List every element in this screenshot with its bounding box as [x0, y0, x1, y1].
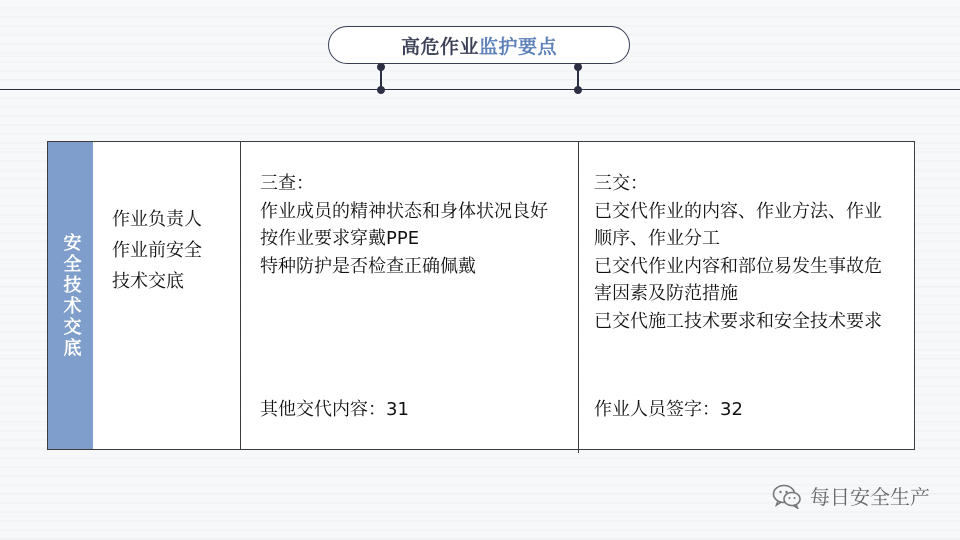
col3-heading: 三交：	[594, 173, 648, 194]
connector-dot	[574, 86, 582, 94]
col2-heading: 三查：	[260, 173, 314, 194]
side-label-bar	[48, 142, 93, 449]
col3-line: 已交代作业的内容、作业方法、作业	[594, 200, 882, 222]
col3-footer: 作业人员签字：32	[594, 399, 743, 420]
column-2-text	[260, 170, 548, 280]
col3-line: 害因素及防范措施	[594, 283, 738, 304]
col1-line: 作业前安全	[112, 240, 202, 261]
connector-dot	[574, 63, 582, 71]
connector-dot	[377, 63, 385, 71]
wechat-icon	[772, 483, 802, 509]
column-divider	[240, 141, 241, 450]
column-3-text	[594, 170, 882, 335]
title-part-2: 监护要点	[479, 35, 558, 58]
title-part-1: 高危作业	[400, 35, 479, 58]
col2-line: 按作业要求穿戴PPE	[260, 228, 420, 249]
col3-line: 已交代施工技术要求和安全技术要求	[594, 310, 882, 332]
side-label: 安全技术交底	[60, 232, 82, 359]
col3-line: 顺序、作业分工	[594, 228, 720, 249]
watermark	[772, 481, 930, 510]
header-divider	[0, 89, 960, 90]
page-title	[328, 26, 630, 64]
watermark-text: 每日安全生产	[810, 485, 930, 509]
column-1-text	[112, 204, 202, 297]
col2-line: 作业成员的精神状态和身体状况良好	[260, 200, 548, 222]
column-divider	[578, 141, 579, 453]
col2-footer: 其他交代内容：31	[260, 399, 409, 420]
col2-line: 特种防护是否检查正确佩戴	[260, 255, 476, 277]
col1-line: 作业负责人	[112, 209, 202, 230]
connector-dot	[377, 86, 385, 94]
col3-line: 已交代作业内容和部位易发生事故危	[594, 255, 882, 277]
content-table	[47, 141, 915, 450]
col1-line: 技术交底	[112, 271, 184, 292]
